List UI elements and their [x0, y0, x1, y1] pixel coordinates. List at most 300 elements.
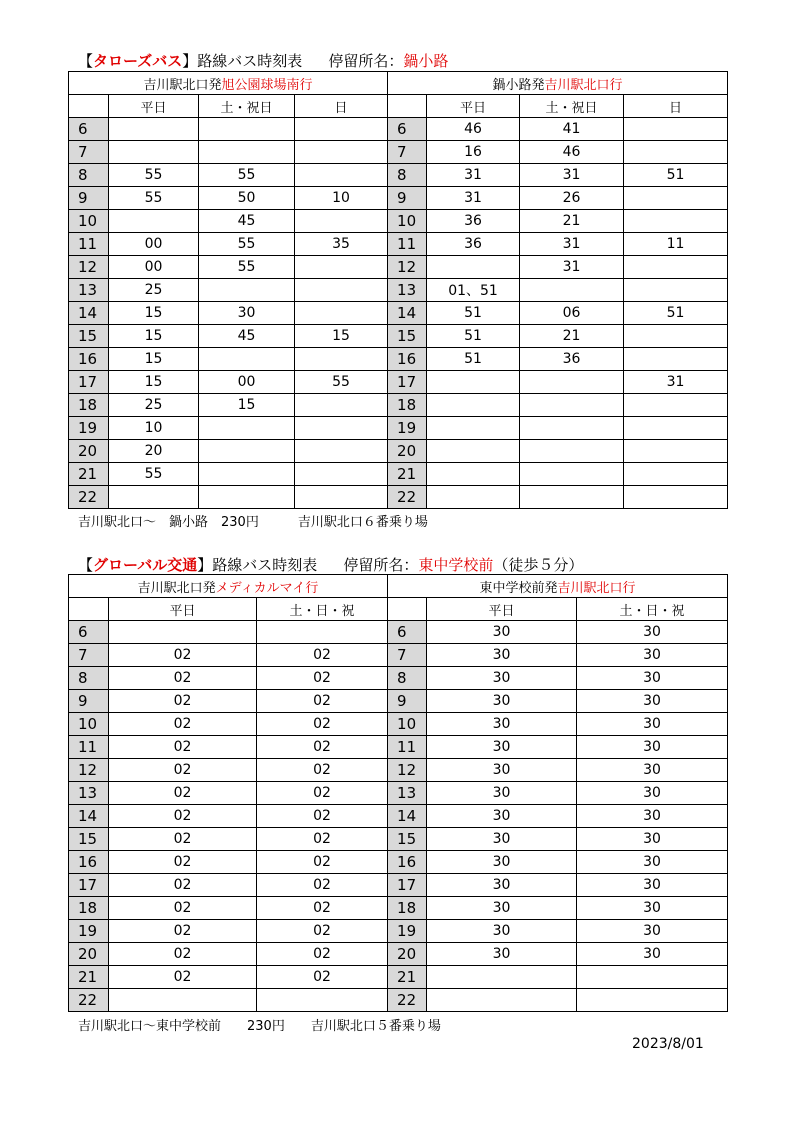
table-row: [69, 782, 728, 805]
departure-minute-cell: 21: [520, 325, 624, 348]
departure-minute-cell: 30: [577, 782, 728, 805]
departure-minute-cell: 02: [109, 920, 257, 943]
table-row: [69, 667, 728, 690]
departure-minute-cell: 55: [199, 233, 295, 256]
hour-cell: 17: [388, 874, 427, 897]
departure-minute-cell: 02: [109, 897, 257, 920]
section2-title-open: 【: [78, 556, 94, 574]
hour-cell: 7: [69, 141, 109, 164]
departure-minute-cell: [624, 394, 728, 417]
departure-minute-cell: [520, 371, 624, 394]
hour-cell: 21: [388, 966, 427, 989]
departure-minute-cell: 15: [295, 325, 388, 348]
departure-minute-cell: 02: [257, 644, 388, 667]
departure-minute-cell: 51: [624, 302, 728, 325]
hour-cell: 6: [69, 118, 109, 141]
departure-minute-cell: 15: [109, 348, 199, 371]
hour-cell: 16: [388, 348, 427, 371]
direction-header-inbound: 鍋小路発吉川駅北口行: [388, 72, 728, 95]
table-row: [69, 233, 728, 256]
hour-cell: 8: [388, 164, 427, 187]
hour-cell: 9: [388, 690, 427, 713]
table-row: [69, 118, 728, 141]
hour-cell: 16: [69, 348, 109, 371]
departure-minute-cell: 01、51: [427, 279, 520, 302]
departure-minute-cell: [624, 325, 728, 348]
departure-minute-cell: 30: [577, 621, 728, 644]
departure-minute-cell: [109, 210, 199, 233]
departure-minute-cell: [109, 621, 257, 644]
departure-minute-cell: 26: [520, 187, 624, 210]
table-row: [69, 394, 728, 417]
section2-company-name: グローバル交通: [93, 556, 198, 574]
departure-minute-cell: 30: [427, 874, 577, 897]
departure-minute-cell: [295, 210, 388, 233]
departure-minute-cell: 36: [520, 348, 624, 371]
table-row: [69, 805, 728, 828]
col-header-sunday: 日: [295, 95, 388, 118]
table-row: [69, 736, 728, 759]
header-blank: [388, 598, 427, 621]
departure-minute-cell: [624, 463, 728, 486]
departure-minute-cell: 02: [257, 943, 388, 966]
departure-minute-cell: [624, 210, 728, 233]
section1-company-name: タローズバス: [93, 52, 183, 70]
departure-minute-cell: 21: [520, 210, 624, 233]
hour-cell: 15: [69, 325, 109, 348]
hour-cell: 11: [69, 736, 109, 759]
table-row: [69, 279, 728, 302]
departure-minute-cell: [624, 256, 728, 279]
departure-minute-cell: 00: [199, 371, 295, 394]
departure-minute-cell: [199, 118, 295, 141]
departure-minute-cell: 31: [520, 164, 624, 187]
departure-minute-cell: 30: [577, 644, 728, 667]
hour-cell: 12: [69, 759, 109, 782]
departure-minute-cell: 02: [109, 690, 257, 713]
departure-minute-cell: 02: [109, 667, 257, 690]
departure-minute-cell: [624, 187, 728, 210]
section2-title-close: 】: [197, 556, 213, 574]
hour-cell: 17: [388, 371, 427, 394]
departure-minute-cell: 46: [520, 141, 624, 164]
departure-minute-cell: 51: [624, 164, 728, 187]
hour-cell: 6: [69, 621, 109, 644]
departure-minute-cell: [109, 141, 199, 164]
col-header-saturday-holiday: 土・祝日: [199, 95, 295, 118]
table-row: [69, 417, 728, 440]
departure-minute-cell: 51: [427, 348, 520, 371]
hour-cell: 11: [69, 233, 109, 256]
hour-cell: 13: [388, 279, 427, 302]
departure-minute-cell: 30: [577, 874, 728, 897]
departure-minute-cell: 20: [109, 440, 199, 463]
departure-minute-cell: 02: [109, 736, 257, 759]
hour-cell: 12: [388, 256, 427, 279]
hour-cell: 8: [69, 164, 109, 187]
hour-cell: 6: [388, 621, 427, 644]
hour-cell: 20: [388, 943, 427, 966]
hour-cell: 9: [69, 690, 109, 713]
departure-minute-cell: 02: [109, 644, 257, 667]
departure-minute-cell: 02: [109, 713, 257, 736]
departure-minute-cell: 02: [257, 897, 388, 920]
departure-minute-cell: 00: [109, 256, 199, 279]
departure-minute-cell: 36: [427, 233, 520, 256]
hour-cell: 19: [69, 920, 109, 943]
departure-minute-cell: [199, 440, 295, 463]
section1-title-close: 】: [182, 52, 198, 70]
departure-minute-cell: [109, 989, 257, 1012]
table-row: [69, 210, 728, 233]
departure-minute-cell: 02: [109, 966, 257, 989]
hour-cell: 13: [69, 782, 109, 805]
departure-minute-cell: 15: [109, 371, 199, 394]
issue-date: 2023/8/01: [632, 1036, 704, 1052]
departure-minute-cell: 11: [624, 233, 728, 256]
departure-minute-cell: [295, 118, 388, 141]
hour-cell: 18: [69, 394, 109, 417]
col-header-sunday: 日: [624, 95, 728, 118]
departure-minute-cell: 02: [109, 759, 257, 782]
departure-minute-cell: 35: [295, 233, 388, 256]
departure-minute-cell: [427, 371, 520, 394]
table-row: [69, 187, 728, 210]
departure-minute-cell: 55: [109, 187, 199, 210]
table-row: [69, 440, 728, 463]
departure-minute-cell: [427, 394, 520, 417]
hour-cell: 16: [69, 851, 109, 874]
departure-minute-cell: [427, 989, 577, 1012]
departure-minute-cell: 06: [520, 302, 624, 325]
departure-minute-cell: 02: [257, 874, 388, 897]
departure-minute-cell: [624, 486, 728, 509]
departure-minute-cell: [427, 256, 520, 279]
hour-cell: 18: [69, 897, 109, 920]
section1-title-open: 【: [78, 52, 94, 70]
col-header-weekend-holiday: 土・日・祝: [257, 598, 388, 621]
departure-minute-cell: [295, 302, 388, 325]
hour-cell: 7: [69, 644, 109, 667]
departure-minute-cell: 31: [427, 187, 520, 210]
section1-stop-name: 鍋小路: [403, 52, 449, 70]
departure-minute-cell: [199, 141, 295, 164]
table-row: [69, 486, 728, 509]
hour-cell: 14: [69, 805, 109, 828]
direction-header-inbound: 東中学校前発吉川駅北口行: [388, 575, 728, 598]
departure-minute-cell: 55: [295, 371, 388, 394]
table-row: [69, 463, 728, 486]
departure-minute-cell: 30: [577, 828, 728, 851]
hour-cell: 10: [69, 713, 109, 736]
departure-minute-cell: [624, 279, 728, 302]
departure-minute-cell: 30: [427, 621, 577, 644]
hour-cell: 22: [388, 989, 427, 1012]
hour-cell: 7: [388, 141, 427, 164]
departure-minute-cell: 15: [109, 325, 199, 348]
departure-minute-cell: 02: [257, 690, 388, 713]
hour-cell: 11: [388, 736, 427, 759]
hour-cell: 13: [69, 279, 109, 302]
hour-cell: 16: [388, 851, 427, 874]
hour-cell: 13: [388, 782, 427, 805]
section2-stop-note: （徒歩５分）: [493, 556, 584, 574]
departure-minute-cell: 30: [427, 920, 577, 943]
hour-cell: 22: [388, 486, 427, 509]
departure-minute-cell: [520, 486, 624, 509]
departure-minute-cell: [295, 348, 388, 371]
departure-minute-cell: 46: [427, 118, 520, 141]
table-row: [69, 348, 728, 371]
departure-minute-cell: 55: [199, 164, 295, 187]
hour-cell: 19: [388, 920, 427, 943]
hour-cell: 11: [388, 233, 427, 256]
departure-minute-cell: 55: [199, 256, 295, 279]
departure-minute-cell: 30: [577, 690, 728, 713]
departure-minute-cell: [295, 394, 388, 417]
departure-minute-cell: [520, 440, 624, 463]
section1-stop-label: 停留所名：: [328, 52, 404, 70]
departure-minute-cell: 02: [257, 736, 388, 759]
departure-minute-cell: [295, 279, 388, 302]
departure-minute-cell: [427, 966, 577, 989]
departure-minute-cell: [624, 440, 728, 463]
hour-cell: 20: [69, 943, 109, 966]
departure-minute-cell: 45: [199, 325, 295, 348]
departure-minute-cell: 16: [427, 141, 520, 164]
departure-minute-cell: 55: [109, 164, 199, 187]
header-blank: [69, 598, 109, 621]
hour-cell: 21: [69, 463, 109, 486]
departure-minute-cell: 02: [257, 713, 388, 736]
hour-cell: 19: [388, 417, 427, 440]
departure-minute-cell: 31: [520, 233, 624, 256]
table-row: [69, 644, 728, 667]
hour-cell: 9: [388, 187, 427, 210]
departure-minute-cell: [427, 463, 520, 486]
departure-minute-cell: [257, 989, 388, 1012]
departure-minute-cell: [295, 417, 388, 440]
departure-minute-cell: 02: [109, 874, 257, 897]
departure-minute-cell: 00: [109, 233, 199, 256]
departure-minute-cell: [199, 486, 295, 509]
table-row: [69, 966, 728, 989]
departure-minute-cell: 36: [427, 210, 520, 233]
departure-minute-cell: 30: [427, 667, 577, 690]
departure-minute-cell: 10: [109, 417, 199, 440]
departure-minute-cell: [427, 440, 520, 463]
hour-cell: 21: [388, 463, 427, 486]
departure-minute-cell: 30: [427, 805, 577, 828]
departure-minute-cell: [109, 118, 199, 141]
departure-minute-cell: 50: [199, 187, 295, 210]
departure-minute-cell: 25: [109, 279, 199, 302]
hour-cell: 22: [69, 486, 109, 509]
departure-minute-cell: 31: [427, 164, 520, 187]
hour-cell: 14: [69, 302, 109, 325]
table-row: [69, 141, 728, 164]
hour-cell: 9: [69, 187, 109, 210]
departure-minute-cell: 30: [577, 920, 728, 943]
table-row: [69, 851, 728, 874]
departure-minute-cell: 30: [427, 828, 577, 851]
departure-minute-cell: 30: [577, 851, 728, 874]
col-header-weekend-holiday: 土・日・祝: [577, 598, 728, 621]
departure-minute-cell: [295, 440, 388, 463]
departure-minute-cell: 02: [257, 782, 388, 805]
table-row: [69, 690, 728, 713]
departure-minute-cell: 02: [109, 828, 257, 851]
departure-minute-cell: [577, 989, 728, 1012]
departure-minute-cell: 30: [427, 644, 577, 667]
departure-minute-cell: 15: [109, 302, 199, 325]
table-row: [69, 828, 728, 851]
departure-minute-cell: [109, 486, 199, 509]
departure-minute-cell: [199, 417, 295, 440]
hour-cell: 14: [388, 302, 427, 325]
hour-cell: 18: [388, 897, 427, 920]
departure-minute-cell: 30: [427, 782, 577, 805]
departure-minute-cell: [295, 256, 388, 279]
departure-minute-cell: [257, 621, 388, 644]
hour-cell: 19: [69, 417, 109, 440]
direction-header-outbound: 吉川駅北口発旭公園球場南行: [69, 72, 388, 95]
departure-minute-cell: 30: [577, 736, 728, 759]
departure-minute-cell: 30: [577, 759, 728, 782]
departure-minute-cell: [295, 486, 388, 509]
departure-minute-cell: 02: [257, 828, 388, 851]
section2-title: [78, 554, 583, 575]
col-header-weekday: 平日: [427, 598, 577, 621]
table-row: [69, 164, 728, 187]
section1-footnote: 吉川駅北口～ 鍋小路 230円 吉川駅北口６番乗り場: [78, 515, 428, 530]
header-blank: [388, 95, 427, 118]
departure-minute-cell: 02: [109, 851, 257, 874]
departure-minute-cell: [520, 463, 624, 486]
departure-minute-cell: 30: [577, 805, 728, 828]
departure-minute-cell: 02: [109, 782, 257, 805]
departure-minute-cell: [520, 279, 624, 302]
table-row: [69, 874, 728, 897]
departure-minute-cell: [199, 463, 295, 486]
col-header-weekday: 平日: [109, 95, 199, 118]
departure-minute-cell: [295, 141, 388, 164]
table-row: [69, 371, 728, 394]
hour-cell: 7: [388, 644, 427, 667]
col-header-weekday: 平日: [427, 95, 520, 118]
departure-minute-cell: 15: [199, 394, 295, 417]
table-row: [69, 713, 728, 736]
departure-minute-cell: [577, 966, 728, 989]
departure-minute-cell: 02: [109, 805, 257, 828]
departure-minute-cell: 30: [577, 943, 728, 966]
departure-minute-cell: [427, 417, 520, 440]
col-header-saturday-holiday: 土・祝日: [520, 95, 624, 118]
departure-minute-cell: [624, 141, 728, 164]
departure-minute-cell: 51: [427, 302, 520, 325]
hour-cell: 15: [388, 828, 427, 851]
departure-minute-cell: 31: [520, 256, 624, 279]
departure-minute-cell: 30: [577, 713, 728, 736]
departure-minute-cell: 31: [624, 371, 728, 394]
departure-minute-cell: 30: [577, 667, 728, 690]
header-blank: [69, 95, 109, 118]
departure-minute-cell: [624, 348, 728, 371]
hour-cell: 20: [69, 440, 109, 463]
departure-minute-cell: 30: [427, 736, 577, 759]
table-row: [69, 256, 728, 279]
departure-minute-cell: 02: [257, 851, 388, 874]
departure-minute-cell: [520, 394, 624, 417]
departure-minute-cell: 02: [257, 920, 388, 943]
hour-cell: 14: [388, 805, 427, 828]
departure-minute-cell: [624, 118, 728, 141]
departure-minute-cell: 30: [427, 943, 577, 966]
departure-minute-cell: 30: [427, 759, 577, 782]
hour-cell: 6: [388, 118, 427, 141]
departure-minute-cell: 30: [577, 897, 728, 920]
hour-cell: 8: [388, 667, 427, 690]
section2-stop-name: 東中学校前: [418, 556, 494, 574]
hour-cell: 10: [69, 210, 109, 233]
departure-minute-cell: [295, 164, 388, 187]
departure-minute-cell: [624, 417, 728, 440]
table-row: [69, 621, 728, 644]
departure-minute-cell: 30: [199, 302, 295, 325]
departure-minute-cell: [427, 486, 520, 509]
timetable-tarosu: [68, 71, 728, 509]
departure-minute-cell: 02: [257, 667, 388, 690]
departure-minute-cell: [295, 463, 388, 486]
section2-stop-label: 停留所名：: [343, 556, 419, 574]
hour-cell: 12: [388, 759, 427, 782]
hour-cell: 12: [69, 256, 109, 279]
departure-minute-cell: 30: [427, 713, 577, 736]
col-header-weekday: 平日: [109, 598, 257, 621]
departure-minute-cell: 45: [199, 210, 295, 233]
departure-minute-cell: 25: [109, 394, 199, 417]
hour-cell: 22: [69, 989, 109, 1012]
section2-footnote: 吉川駅北口～東中学校前 230円 吉川駅北口５番乗り場: [78, 1019, 441, 1034]
hour-cell: 10: [388, 210, 427, 233]
departure-minute-cell: 30: [427, 690, 577, 713]
timetable-global: [68, 574, 728, 1012]
departure-minute-cell: 41: [520, 118, 624, 141]
hour-cell: 10: [388, 713, 427, 736]
direction-header-outbound: 吉川駅北口発メディカルマイ行: [69, 575, 388, 598]
section1-title: [78, 50, 448, 71]
departure-minute-cell: [520, 417, 624, 440]
departure-minute-cell: 30: [427, 897, 577, 920]
section1-title-text: 路線バス時刻表: [197, 52, 303, 70]
hour-cell: 15: [388, 325, 427, 348]
departure-minute-cell: 55: [109, 463, 199, 486]
departure-minute-cell: 02: [257, 966, 388, 989]
table-row: [69, 989, 728, 1012]
table-row: [69, 759, 728, 782]
table-row: [69, 897, 728, 920]
hour-cell: 17: [69, 874, 109, 897]
table-row: [69, 943, 728, 966]
table-row: [69, 920, 728, 943]
departure-minute-cell: [199, 279, 295, 302]
departure-minute-cell: 02: [257, 805, 388, 828]
hour-cell: 15: [69, 828, 109, 851]
hour-cell: 17: [69, 371, 109, 394]
table-row: [69, 302, 728, 325]
hour-cell: 20: [388, 440, 427, 463]
departure-minute-cell: 51: [427, 325, 520, 348]
